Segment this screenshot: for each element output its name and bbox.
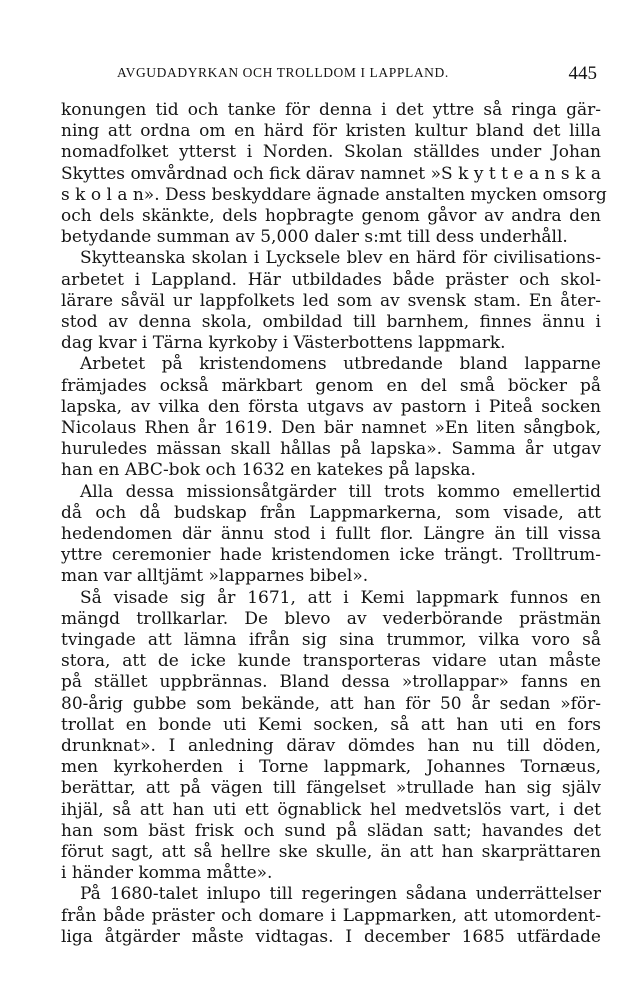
text-line: stod av denna skola, ombildad till barnhem, finnes ännu i bbox=[61, 312, 601, 332]
text-line: då och då budskap från Lappmarkerna, som visade, att bbox=[61, 502, 601, 523]
running-title: AVGUDADYRKAN OCH TROLLDOM I LAPPLAND. bbox=[117, 65, 449, 80]
text-line: på stället uppbrännas. Bland dessa »trollappar» fanns en bbox=[61, 672, 601, 693]
text-line: hedendomen där ännu stod i fullt flor. Längre än till vissa bbox=[61, 524, 601, 544]
text-line: s k o l a n». Dess beskyddare ägnade anstalten mycken omsorg bbox=[61, 184, 607, 205]
text-line: man var alltjämt »lapparnes bibel». bbox=[61, 566, 369, 587]
page-number: 445 bbox=[568, 63, 597, 84]
text-line: lärare såväl ur lappfolkets led som av svensk stam. En åter- bbox=[61, 290, 601, 311]
text-line: Nicolaus Rhen år 1619. Den bär namnet »En liten sångbok, bbox=[61, 418, 601, 438]
text-line: huruledes mässan skall hållas på lapska». Samma år utgav bbox=[61, 439, 601, 460]
paragraph-first-line: Så visade sig år 1671, att i Kemi lappmark funnos en bbox=[80, 587, 601, 608]
text-line: yttre ceremonier hade kristendomen icke trängt. Trolltrum- bbox=[61, 545, 601, 566]
text-line: ihjäl, så att han uti ett ögnablick hel medvetslös vart, i det bbox=[61, 799, 601, 820]
text-line: berättar, att på vägen till fängelset »trullade han sig själv bbox=[61, 778, 601, 799]
text-line: Skyttes omvårdnad och fick därav namnet »S k y t t e a n s k a bbox=[61, 163, 601, 184]
text-line: stora, att de icke kunde transporteras vidare utan måste bbox=[61, 651, 601, 672]
page-header bbox=[117, 63, 597, 89]
paragraph-first-line: På 1680-talet inlupo till regeringen sådana underrättelser bbox=[80, 884, 601, 905]
paragraph-first-line: Skytteanska skolan i Lycksele blev en härd för civilisations- bbox=[80, 248, 601, 269]
text-line: förut sagt, att så hellre ske skulle, än att han skarprättaren bbox=[61, 842, 601, 862]
paragraph-first-line: Arbetet på kristendomens utbredande bland lapparne bbox=[80, 354, 601, 375]
text-line: och dels skänkte, dels hopbragte genom gåvor av andra den bbox=[61, 206, 601, 226]
text-line: främjades också märkbart genom en del små böcker på bbox=[61, 375, 601, 396]
text-line: men kyrkoherden i Torne lappmark, Johannes Tornæus, bbox=[61, 757, 601, 778]
text-line: i händer komma måtte». bbox=[61, 863, 273, 884]
text-line: arbetet i Lappland. Här utbildades både präster och skol- bbox=[61, 269, 601, 290]
text-line: lapska, av vilka den första utgavs av pastorn i Piteå socken bbox=[61, 396, 601, 417]
text-line: ning att ordna om en härd för kristen kultur bland det lilla bbox=[61, 121, 601, 142]
text-line: han en ABC-bok och 1632 en katekes på lapska. bbox=[61, 460, 476, 481]
text-line: nomadfolket ytterst i Norden. Skolan ställdes under Johan bbox=[61, 142, 601, 163]
text-line: från både präster och domare i Lappmarken, att utomordent- bbox=[61, 905, 601, 926]
text-line: konungen tid och tanke för denna i det yttre så ringa gär- bbox=[61, 100, 601, 120]
text-line: mängd trollkarlar. De blevo av vederbörande prästmän bbox=[61, 608, 601, 629]
text-line: han som bäst frisk och sund på slädan satt; havandes det bbox=[61, 820, 601, 841]
text-line: dag kvar i Tärna kyrkoby i Västerbottens lappmark. bbox=[61, 333, 506, 354]
text-line: tvingade att lämna ifrån sig sina trummor, vilka voro så bbox=[61, 630, 601, 650]
text-line: 80-årig gubbe som bekände, att han för 50 år sedan »för- bbox=[61, 693, 601, 714]
text-line: trollat en bonde uti Kemi socken, så att han uti en fors bbox=[61, 714, 601, 735]
text-line: drunknat». I anledning därav dömdes han nu till döden, bbox=[61, 736, 601, 756]
text-line: betydande summan av 5,000 daler s:mt till dess underhåll. bbox=[61, 227, 568, 248]
paragraph-first-line: Alla dessa missionsåtgärder till trots kommo emellertid bbox=[80, 481, 601, 502]
text-line: liga åtgärder måste vidtagas. I december 1685 utfärdade bbox=[61, 926, 601, 947]
